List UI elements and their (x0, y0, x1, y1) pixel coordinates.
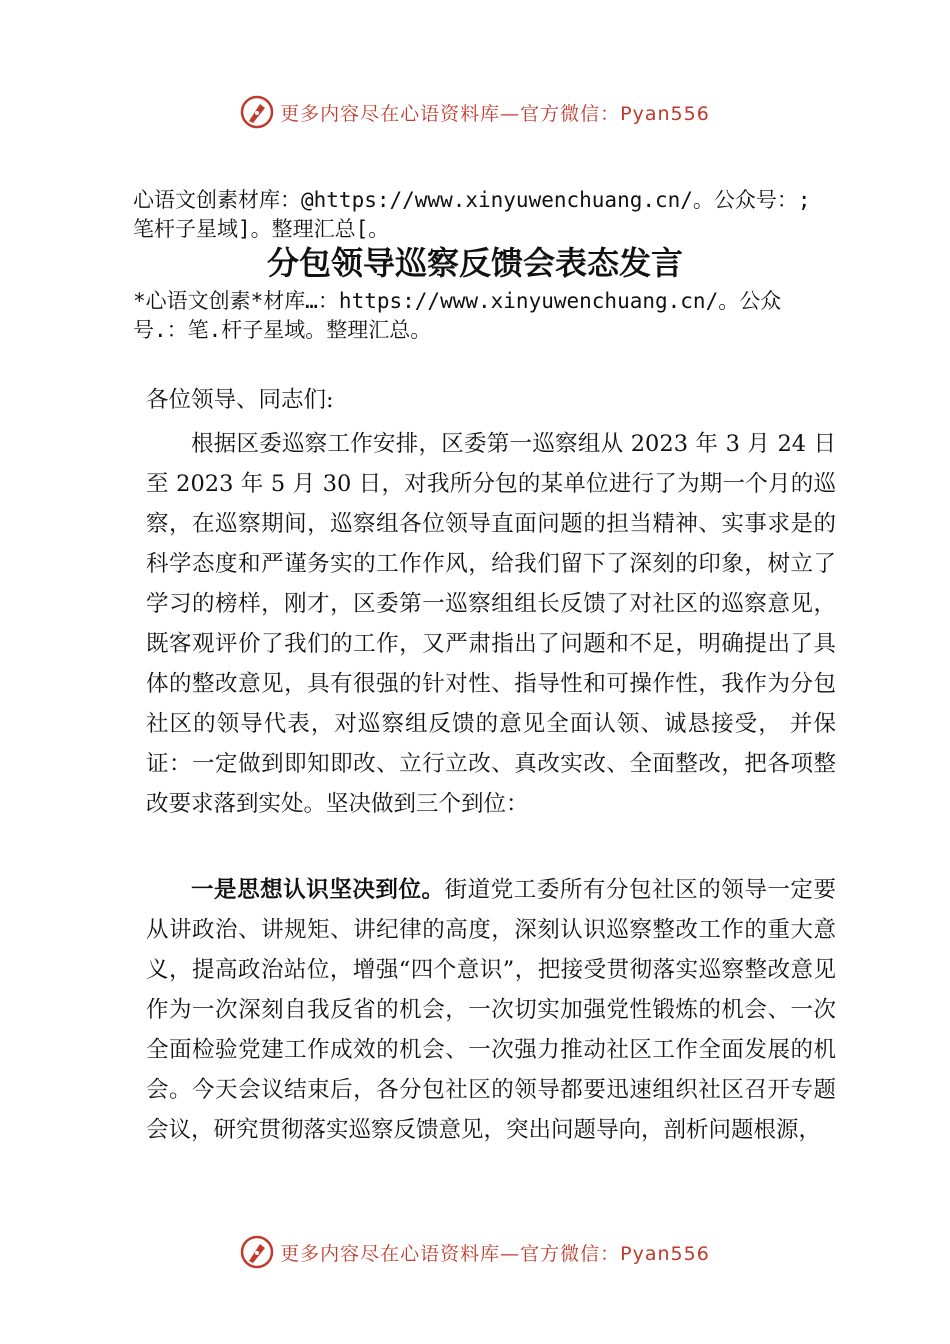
source-note: *心语文创素*材库…：https://www.xinyuwenchuang.cn/。公众号.：笔.杆子星域。整理汇总。 (133, 289, 782, 342)
paragraph: 根据区委巡察工作安排，区委第一巡察组从 2023 年 3 月 24 日至 2023 年 5 月 30 日，对我所分包的某单位进行了为期一个月的巡察，在巡察期间，巡察组各位领导直面问题的担当精神、实事求是的科学态度和严谨务实的工作作风，给我们留下了深刻的印象，树立了学习的榜样，刚才，区委第一巡察组组长反馈了对社区的巡察意见，既客观评价了我们的工作，又严肃指出了问题和不足，明确提出了具体的整改意见，具有很强的针对性、指导性和可操作性，我作为分包社区的领导代表，对巡察组反馈的意见全面认领、诚恳接受， 并保证：一定做到即知即改、立行立改、真改实改、全面整改，把各项整改要求落到实处。坚决做到三个到位： (146, 431, 836, 817)
banner-label: 更多内容尽在心语资料库—官方微信： (280, 102, 621, 125)
greeting: 各位领导、同志们: (146, 387, 334, 413)
source-note: 心语文创素材库：@https://www.xinyuwenchuang.cn/。公众号：;笔杆子星域]。整理汇总[。 (133, 188, 811, 241)
pen-nib-icon (240, 1235, 274, 1269)
wechat-id: Pyan556 (620, 102, 710, 125)
document-title: 分包领导巡察反馈会表态发言 (266, 244, 683, 282)
banner-label: 更多内容尽在心语资料库—官方微信： (280, 1242, 621, 1265)
paragraph-heading: 一是思想认识坚决到位。 (191, 877, 445, 903)
banner-text (280, 1239, 710, 1266)
wechat-id: Pyan556 (620, 1242, 710, 1265)
pen-nib-icon (240, 95, 274, 129)
header-banner (0, 92, 950, 132)
footer-banner (0, 1232, 950, 1272)
paragraph-text: 街道党工委所有分包社区的领导一定要从讲政治、讲规矩、讲纪律的高度，深刻认识巡察整改工作的重大意义，提高政治站位，增强“四个意识”，把接受贯彻落实巡察整改意见作为一次深刻自我反省的机会，一次切实加强党性锻炼的机会、一次全面检验党建工作成效的机会、一次强力推动社区工作全面发展的机会。今天会议结束后，各分包社区的领导都要迅速组织社区召开专题会议，研究贯彻落实巡察反馈意见，突出问题导向，剖析问题根源， (146, 877, 836, 1143)
paragraph (146, 870, 836, 1150)
banner-text (280, 99, 710, 126)
